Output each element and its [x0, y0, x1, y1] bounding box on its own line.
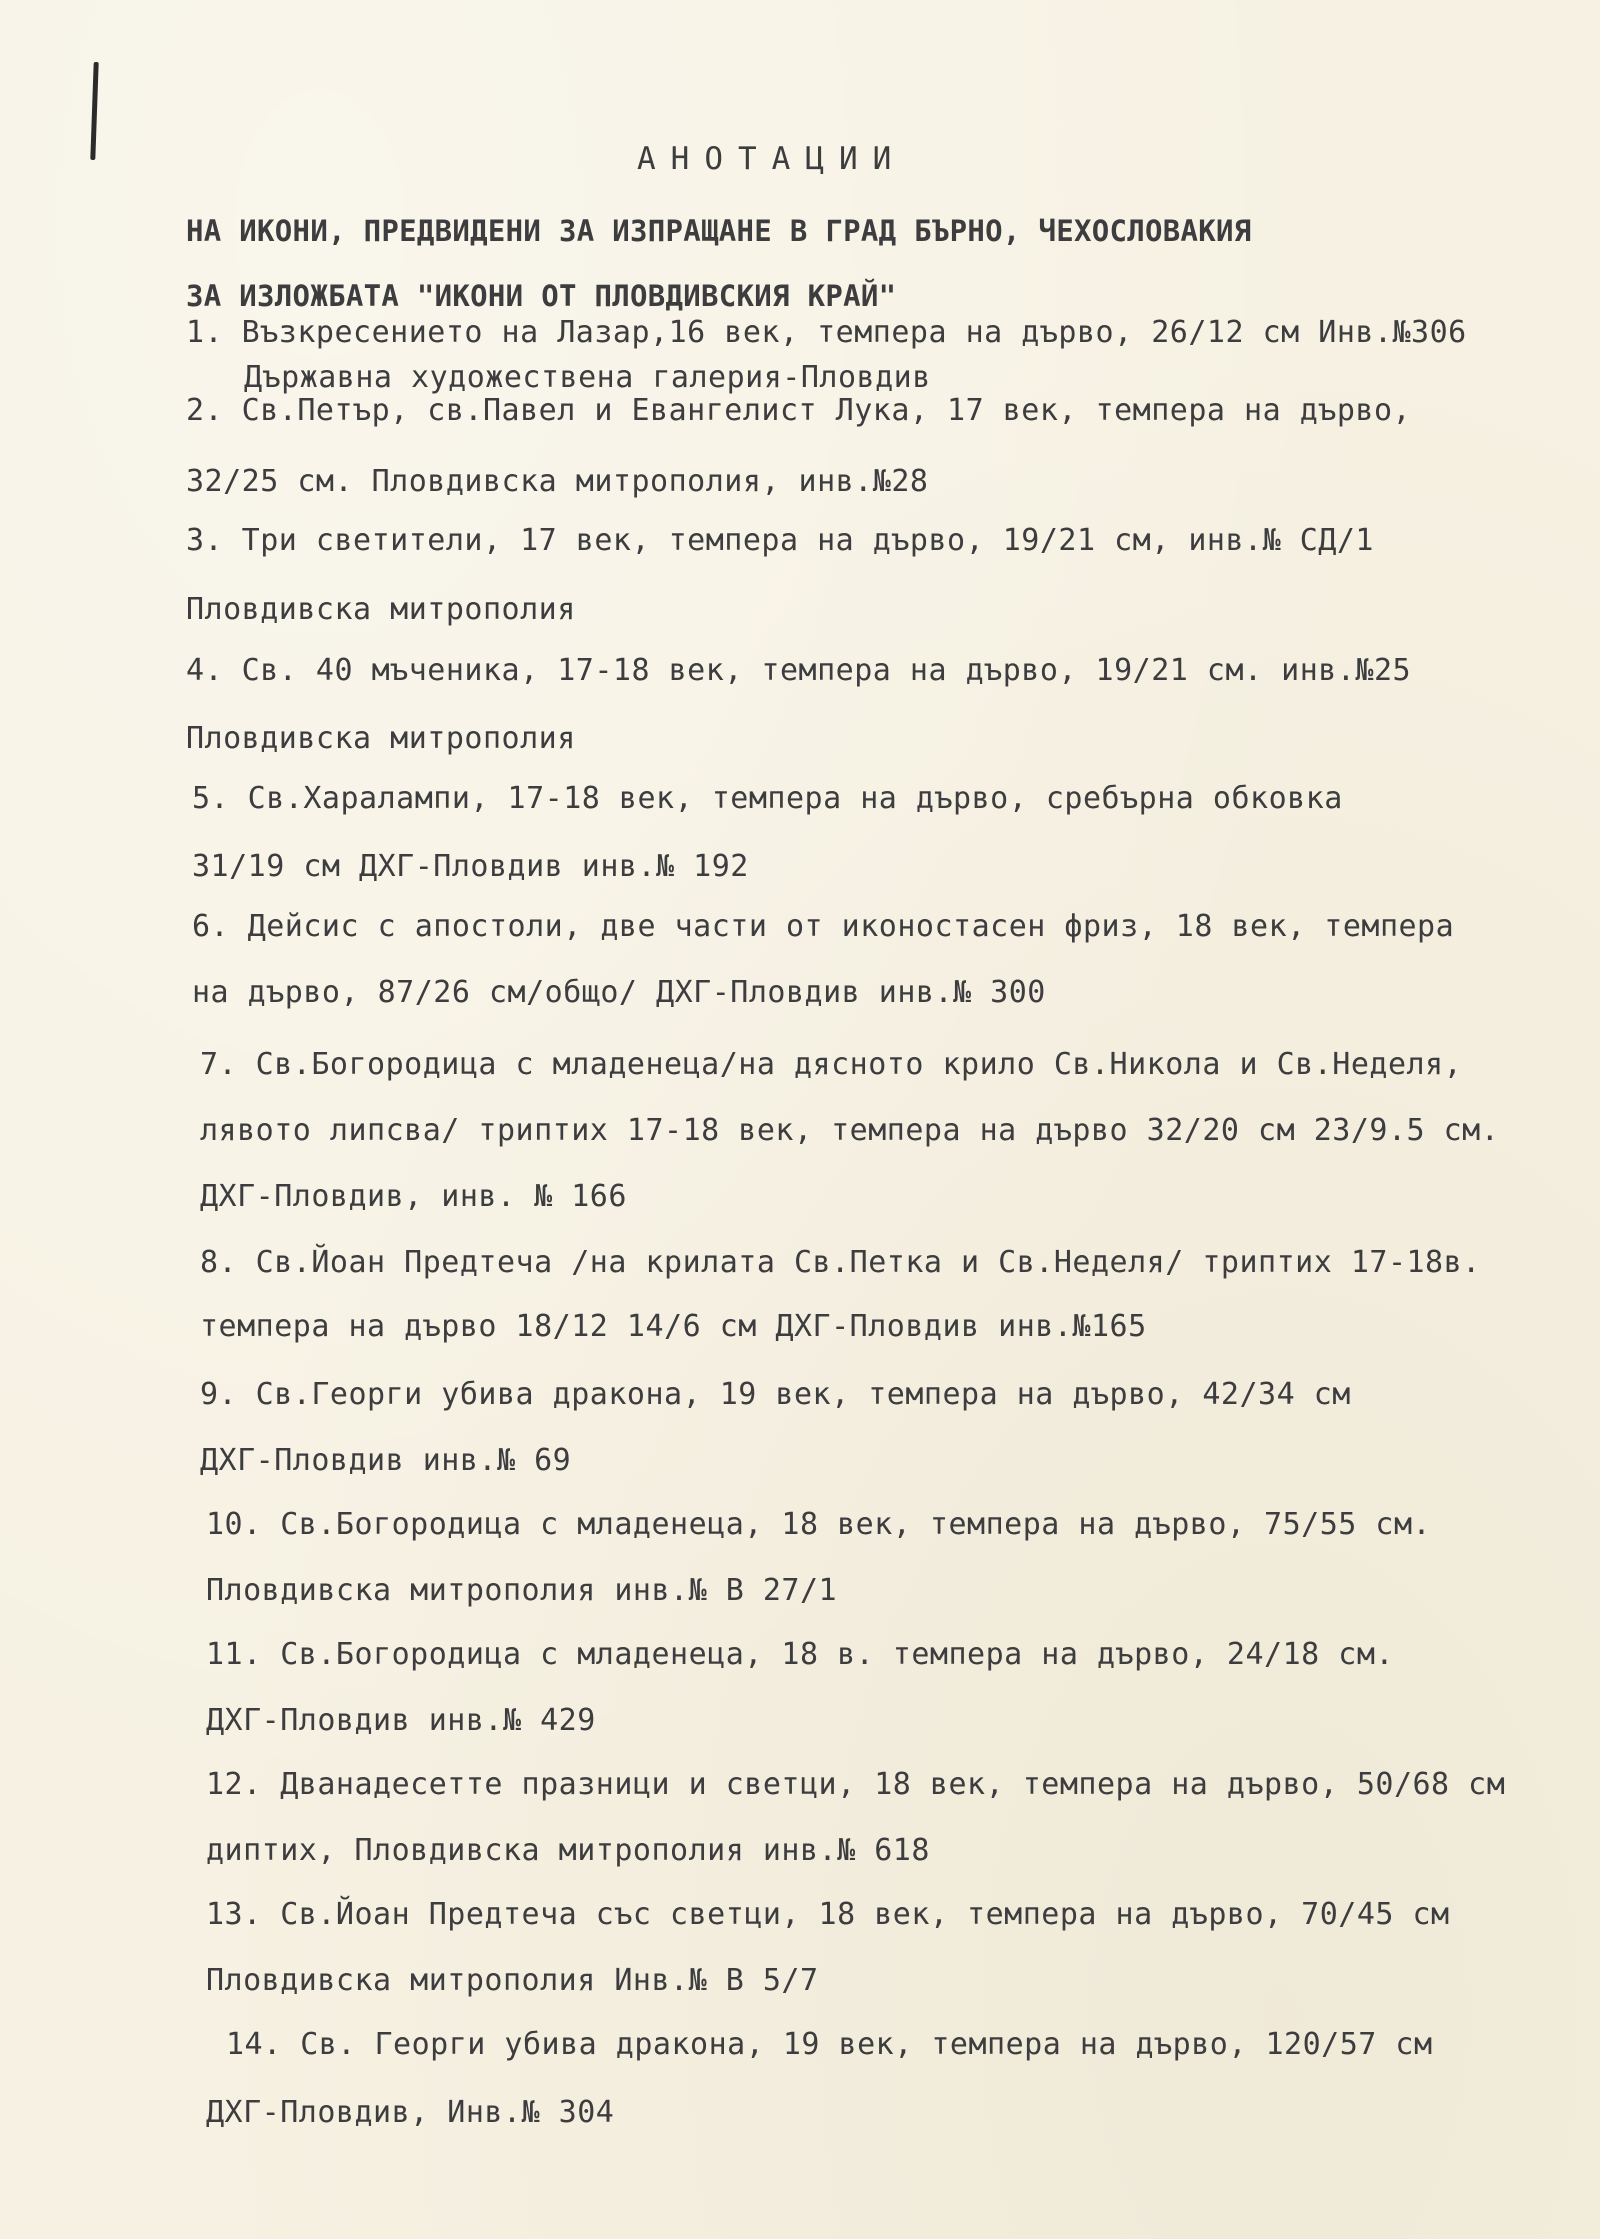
list-item-3-line-2: Пловдивска митрополия — [186, 592, 576, 627]
list-item-9-line-1: 9. Св.Георги убива дракона, 19 век, темпера на дърво, 42/34 см — [200, 1377, 1351, 1412]
list-item-12-line-2: диптих, Пловдивска митрополия инв.№ 618 — [206, 1833, 930, 1868]
list-item-7-line-3: ДХГ-Пловдив, инв. № 166 — [200, 1179, 627, 1214]
list-item-4-line-1: 4. Св. 40 мъченика, 17-18 век, темпера на дърво, 19/21 см. инв.№25 — [186, 653, 1412, 688]
document-title: АНОТАЦИИ — [637, 141, 907, 177]
list-item-7-line-2: лявото липсва/ триптих 17-18 век, темпера на дърво 32/20 см 23/9.5 см. — [200, 1113, 1500, 1148]
list-item-3-line-1: 3. Три светители, 17 век, темпера на дърво, 19/21 см, инв.№ СД/1 — [186, 523, 1374, 558]
list-item-6-line-2: на дърво, 87/26 см/общо/ ДХГ-Пловдив инв.№ 300 — [192, 975, 1046, 1010]
list-item-1-line-1: 1. Възкресението на Лазар,16 век, темпера на дърво, 26/12 см Инв.№306 — [186, 315, 1467, 350]
list-item-1-line-2: Държавна художествена галерия-Пловдив — [244, 360, 931, 395]
list-item-13-line-2: Пловдивска митрополия Инв.№ В 5/7 — [206, 1963, 819, 1998]
list-item-10-line-2: Пловдивска митрополия инв.№ В 27/1 — [206, 1573, 838, 1608]
margin-pen-mark — [90, 62, 98, 160]
list-item-9-line-2: ДХГ-Пловдив инв.№ 69 — [200, 1443, 572, 1478]
document-subtitle-line-2: ЗА ИЗЛОЖБАТА "ИКОНИ ОТ ПЛОВДИВСКИЯ КРАЙ" — [186, 279, 897, 313]
list-item-8-line-1: 8. Св.Йоан Предтеча /на крилата Св.Петка и Св.Неделя/ триптих 17-18в. — [200, 1245, 1481, 1280]
list-item-2-line-2: 32/25 см. Пловдивска митрополия, инв.№28 — [186, 464, 929, 499]
list-item-5-line-2: 31/19 см ДХГ-Пловдив инв.№ 192 — [192, 849, 749, 884]
list-item-5-line-1: 5. Св.Харалампи, 17-18 век, темпера на дърво, сребърна обковка — [192, 781, 1343, 816]
list-item-7-line-1: 7. Св.Богородица с младенеца/на дясното крило Св.Никола и Св.Неделя, — [200, 1047, 1463, 1082]
list-item-6-line-1: 6. Дейсис с апостоли, две части от иконостасен фриз, 18 век, темпера — [192, 909, 1455, 944]
list-item-14-line-2: ДХГ-Пловдив, Инв.№ 304 — [206, 2095, 615, 2130]
list-item-11-line-1: 11. Св.Богородица с младенеца, 18 в. темпера на дърво, 24/18 см. — [206, 1637, 1394, 1672]
list-item-11-line-2: ДХГ-Пловдив инв.№ 429 — [206, 1703, 596, 1738]
list-item-12-line-1: 12. Дванадесетте празници и светци, 18 век, темпера на дърво, 50/68 см — [206, 1767, 1506, 1802]
list-item-2-line-1: 2. Св.Петър, св.Павел и Евангелист Лука, 17 век, темпера на дърво, — [186, 393, 1412, 428]
list-item-10-line-1: 10. Св.Богородица с младенеца, 18 век, темпера на дърво, 75/55 см. — [206, 1507, 1432, 1542]
document-subtitle-line-1: НА ИКОНИ, ПРЕДВИДЕНИ ЗА ИЗПРАЩАНЕ В ГРАД БЪРНО, ЧЕХОСЛОВАКИЯ — [186, 214, 1252, 248]
list-item-14-line-1: 14. Св. Георги убива дракона, 19 век, темпера на дърво, 120/57 см — [226, 2027, 1433, 2062]
list-item-4-line-2: Пловдивска митрополия — [186, 721, 576, 756]
list-item-8-line-2: темпера на дърво 18/12 14/6 см ДХГ-Пловдив инв.№165 — [200, 1309, 1147, 1344]
list-item-13-line-1: 13. Св.Йоан Предтеча със светци, 18 век, темпера на дърво, 70/45 см — [206, 1897, 1450, 1932]
